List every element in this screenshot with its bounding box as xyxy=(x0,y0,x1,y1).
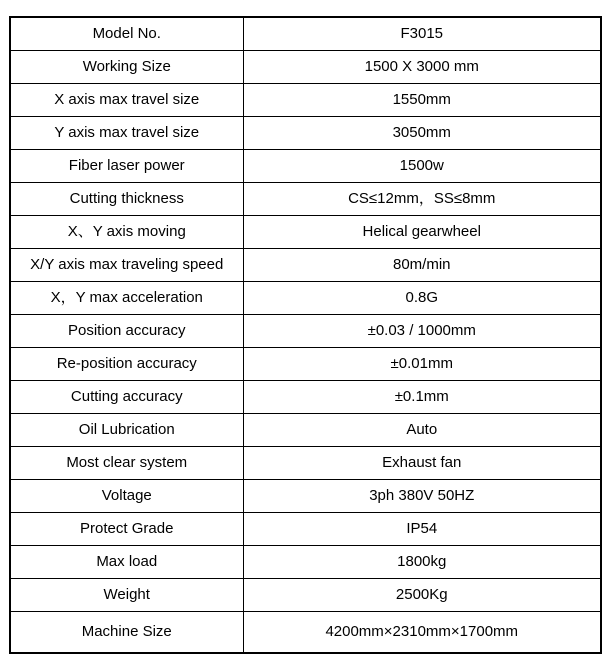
table-row xyxy=(10,17,601,51)
spec-value: ±0.01mm xyxy=(243,348,601,381)
spec-label: Fiber laser power xyxy=(10,150,243,183)
spec-value: ±0.03 / 1000mm xyxy=(243,315,601,348)
table-row xyxy=(10,150,601,183)
table-row xyxy=(10,546,601,579)
spec-value: 1800kg xyxy=(243,546,601,579)
spec-value: 1500 X 3000 mm xyxy=(243,51,601,84)
spec-table xyxy=(9,16,602,654)
spec-label: X axis max travel size xyxy=(10,84,243,117)
spec-label: Working Size xyxy=(10,51,243,84)
table-row xyxy=(10,348,601,381)
spec-label: Most clear system xyxy=(10,447,243,480)
spec-value: CS≤12mm，SS≤8mm xyxy=(243,183,601,216)
spec-value: 4200mm×2310mm×1700mm xyxy=(243,612,601,654)
table-row xyxy=(10,414,601,447)
spec-label: Y axis max travel size xyxy=(10,117,243,150)
table-row xyxy=(10,480,601,513)
table-row xyxy=(10,117,601,150)
spec-value: IP54 xyxy=(243,513,601,546)
table-row xyxy=(10,513,601,546)
spec-label: Machine Size xyxy=(10,612,243,654)
table-row xyxy=(10,216,601,249)
spec-value: ±0.1mm xyxy=(243,381,601,414)
spec-value: 2500Kg xyxy=(243,579,601,612)
spec-label: Cutting thickness xyxy=(10,183,243,216)
spec-label: X、Y axis moving xyxy=(10,216,243,249)
spec-label: Cutting accuracy xyxy=(10,381,243,414)
spec-label: Max load xyxy=(10,546,243,579)
spec-value: 3ph 380V 50HZ xyxy=(243,480,601,513)
spec-label: Weight xyxy=(10,579,243,612)
table-row xyxy=(10,183,601,216)
spec-value: Auto xyxy=(243,414,601,447)
spec-label: Re-position accuracy xyxy=(10,348,243,381)
table-row xyxy=(10,282,601,315)
table-row xyxy=(10,447,601,480)
spec-label: Voltage xyxy=(10,480,243,513)
spec-value: 1550mm xyxy=(243,84,601,117)
spec-label: Oil Lubrication xyxy=(10,414,243,447)
table-row xyxy=(10,579,601,612)
spec-value: 3050mm xyxy=(243,117,601,150)
table-row xyxy=(10,84,601,117)
spec-label: Position accuracy xyxy=(10,315,243,348)
spec-value: 0.8G xyxy=(243,282,601,315)
spec-label: Protect Grade xyxy=(10,513,243,546)
spec-value: Exhaust fan xyxy=(243,447,601,480)
spec-label: X/Y axis max traveling speed xyxy=(10,249,243,282)
table-row xyxy=(10,315,601,348)
table-row xyxy=(10,249,601,282)
spec-label: Model No. xyxy=(10,17,243,51)
spec-value: 80m/min xyxy=(243,249,601,282)
spec-label: X，Y max acceleration xyxy=(10,282,243,315)
table-row xyxy=(10,381,601,414)
table-row xyxy=(10,612,601,654)
table-row xyxy=(10,51,601,84)
spec-value: Helical gearwheel xyxy=(243,216,601,249)
spec-value: F3015 xyxy=(243,17,601,51)
spec-value: 1500w xyxy=(243,150,601,183)
